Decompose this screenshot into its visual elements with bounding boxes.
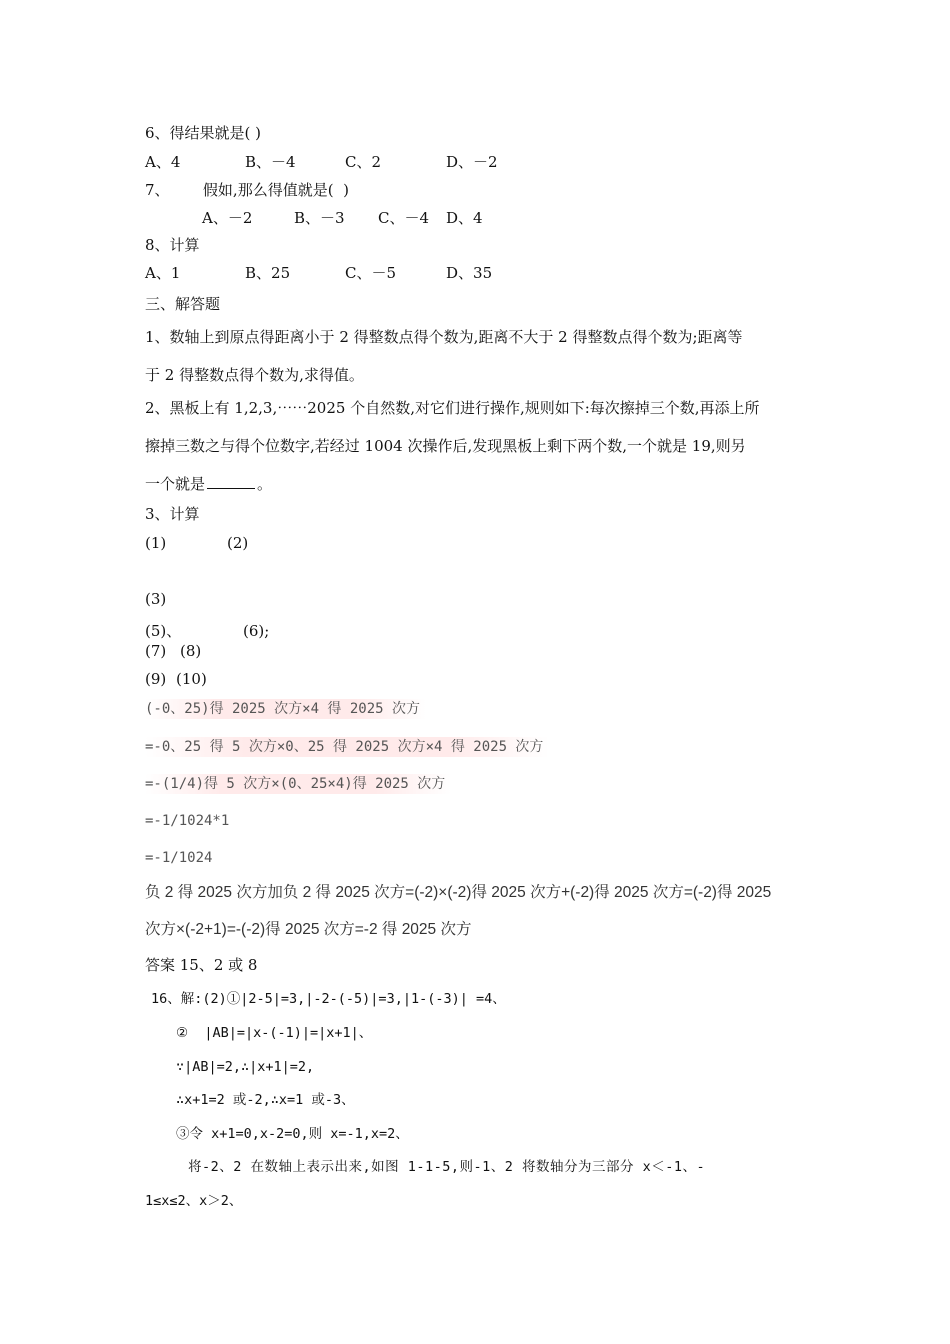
answer-16-line-3: ∵|AB|=2,∴|x+1|=2, bbox=[176, 1059, 315, 1075]
problem-1-line-1: 1、数轴上到原点得距离小于 2 得整数点得个数为,距离不大于 2 得整数点得个数为;距离等 bbox=[145, 328, 743, 346]
q6-option-c: C、2 bbox=[345, 153, 382, 171]
sub-item-10: (10) bbox=[176, 670, 207, 688]
q7-option-c: C、－4 bbox=[378, 209, 430, 227]
sub-item-5: (5)、 bbox=[145, 622, 182, 640]
problem-2-line-3-text: 一个就是 bbox=[145, 475, 206, 493]
sub-item-7: (7) bbox=[145, 642, 167, 660]
sub-item-1: (1) bbox=[145, 534, 167, 552]
section-title: 三、解答题 bbox=[145, 295, 221, 313]
work-line-4: =-1/1024*1 bbox=[145, 813, 230, 829]
q8-option-b: B、25 bbox=[245, 264, 291, 282]
problem-1-line-2: 于 2 得整数点得个数为,求得值。 bbox=[145, 366, 364, 384]
q6-option-b: B、－4 bbox=[245, 153, 296, 171]
work-line-2: =-0、25 得 5 次方×0、25 得 2025 次方×4 得 2025 次方 bbox=[145, 737, 549, 757]
q6-option-d: D、－2 bbox=[446, 153, 498, 171]
q7-option-a: A、－2 bbox=[202, 209, 253, 227]
sub-item-6: (6); bbox=[243, 622, 270, 640]
work-line-1: (-0、25)得 2025 次方×4 得 2025 次方 bbox=[145, 699, 426, 719]
answer-16-line-2: ② |AB|=|x-(-1)|=|x+1|、 bbox=[176, 1025, 373, 1041]
answer-16-line-7: 1≤x≤2、x＞2、 bbox=[145, 1193, 243, 1209]
q6-stem: 6、得结果就是( ) bbox=[145, 124, 262, 142]
answer-16-line-4: ∴x+1=2 或-2,∴x=1 或-3、 bbox=[176, 1092, 355, 1108]
problem-2-line-3-end: 。 bbox=[257, 475, 273, 493]
q8-option-a: A、1 bbox=[145, 264, 181, 282]
q8-option-c: C、－5 bbox=[345, 264, 397, 282]
answer-15: 答案 15、2 或 8 bbox=[145, 956, 258, 974]
answer-blank bbox=[207, 474, 255, 489]
work-line-3: =-(1/4)得 5 次方×(0、25×4)得 2025 次方 bbox=[145, 774, 451, 794]
q6-option-a: A、4 bbox=[145, 153, 181, 171]
answer-16-line-6: 将-2、2 在数轴上表示出来,如图 1-1-5,则-1、2 将数轴分为三部分 x＜-1、- bbox=[188, 1159, 706, 1175]
q7-stem: 7、 假如,那么得值就是( ) bbox=[145, 181, 349, 199]
q7-option-d: D、4 bbox=[446, 209, 483, 227]
answer-16-line-1: 16、解:(2)①|2-5|=3,|-2-(-5)|=3,|1-(-3)| =4、 bbox=[151, 991, 506, 1007]
sub-item-3: (3) bbox=[145, 590, 167, 608]
work-line-6: 负 2 得 2025 次方加负 2 得 2025 次方=(-2)×(-2)得 2025 次方+(-2)得 2025 次方=(-2)得 2025 bbox=[145, 884, 772, 901]
problem-2-line-2: 擦掉三数之与得个位数字,若经过 1004 次操作后,发现黑板上剩下两个数,一个就是 19,则另 bbox=[145, 437, 746, 455]
q8-stem: 8、计算 bbox=[145, 236, 200, 254]
work-line-7: 次方×(-2+1)=-(-2)得 2025 次方=-2 得 2025 次方 bbox=[145, 921, 472, 938]
sub-item-8: (8) bbox=[180, 642, 202, 660]
q8-option-d: D、35 bbox=[446, 264, 493, 282]
problem-3-title: 3、计算 bbox=[145, 505, 200, 523]
work-line-5: =-1/1024 bbox=[145, 850, 213, 866]
answer-16-line-5: ③令 x+1=0,x-2=0,则 x=-1,x=2、 bbox=[176, 1126, 409, 1142]
problem-2-line-3 bbox=[145, 474, 272, 494]
problem-2-line-1: 2、黑板上有 1,2,3,⋯⋯2025 个自然数,对它们进行操作,规则如下:每次擦掉三个数,再添上所 bbox=[145, 399, 760, 417]
sub-item-9: (9) bbox=[145, 670, 167, 688]
q7-option-b: B、－3 bbox=[294, 209, 345, 227]
sub-item-2: (2) bbox=[227, 534, 249, 552]
